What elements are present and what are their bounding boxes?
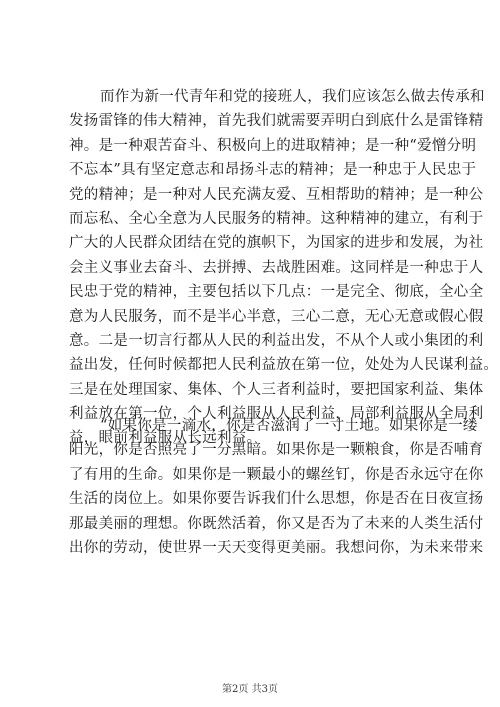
text-line: 阳光，你是否照亮了一分黑暗。如果你是一颗粮食，你是否哺育 <box>69 442 484 459</box>
text-line: 益，眼前利益服从长远利益。 <box>69 430 262 447</box>
text-line: 发扬雷锋的伟大精神，首先我们就需要弄明白到底什么是雷锋精 <box>69 113 484 130</box>
text-line: 民忠于党的精神，主要包括以下几点：一是完全、彻底，全心全 <box>69 284 484 301</box>
text-line: 会主义事业去奋斗、去拼搏、去战胜困难。这同样是一种忠于人 <box>69 259 484 276</box>
text-line: “如果你是一滴水，你是否滋润了一寸土地。如果你是一缕 <box>100 418 478 434</box>
text-line: 益出发，任何时候都把人民利益放在第一位，处处为人民谋利益。 <box>69 357 499 374</box>
text-line: 生活的岗位上。如果你要告诉我们什么思想，你是否在日夜宣扬 <box>69 491 484 508</box>
text-line: 了有用的生命。如果你是一颗最小的螺丝钉，你是否永远守在你 <box>69 466 484 483</box>
text-line: 意。二是一切言行都从人民的利益出发，不从个人或小集团的利 <box>69 332 484 349</box>
text-line: 三是在处理国家、集体、个人三者利益时，要把国家利益、集体 <box>69 381 484 398</box>
text-line: 神。是一种艰苦奋斗、积极向上的进取精神；是一种“爱憎分明 <box>69 137 477 154</box>
text-line: 而作为新一代青年和党的接班人，我们应该怎么做去传承和 <box>100 89 485 105</box>
text-line: 出你的劳动，使世界一天天变得更美丽。我想问你，为未来带来 <box>69 539 484 556</box>
page-footer: 第2页 共3页 <box>222 684 278 695</box>
text-line: 党的精神；是一种对人民充满友爱、互相帮助的精神；是一种公 <box>69 186 484 203</box>
text-line: 意为人民服务，而不是半心半意，三心二意，无心无意或假心假 <box>69 308 484 325</box>
text-line: 那最美丽的理想。你既然活着，你又是否为了未来的人类生活付 <box>69 515 484 532</box>
text-line: 不忘本”具有坚定意志和昂扬斗志的精神；是一种忠于人民忠于 <box>69 162 477 179</box>
text-line: 利益放在第一位，个人利益服从人民利益，局部利益服从全局利 <box>69 406 484 423</box>
text-line: 而忘私、全心全意为人民服务的精神。这种精神的建立，有利于 <box>69 210 484 227</box>
text-line: 广大的人民群众团结在党的旗帜下，为国家的进步和发展，为社 <box>69 235 484 252</box>
